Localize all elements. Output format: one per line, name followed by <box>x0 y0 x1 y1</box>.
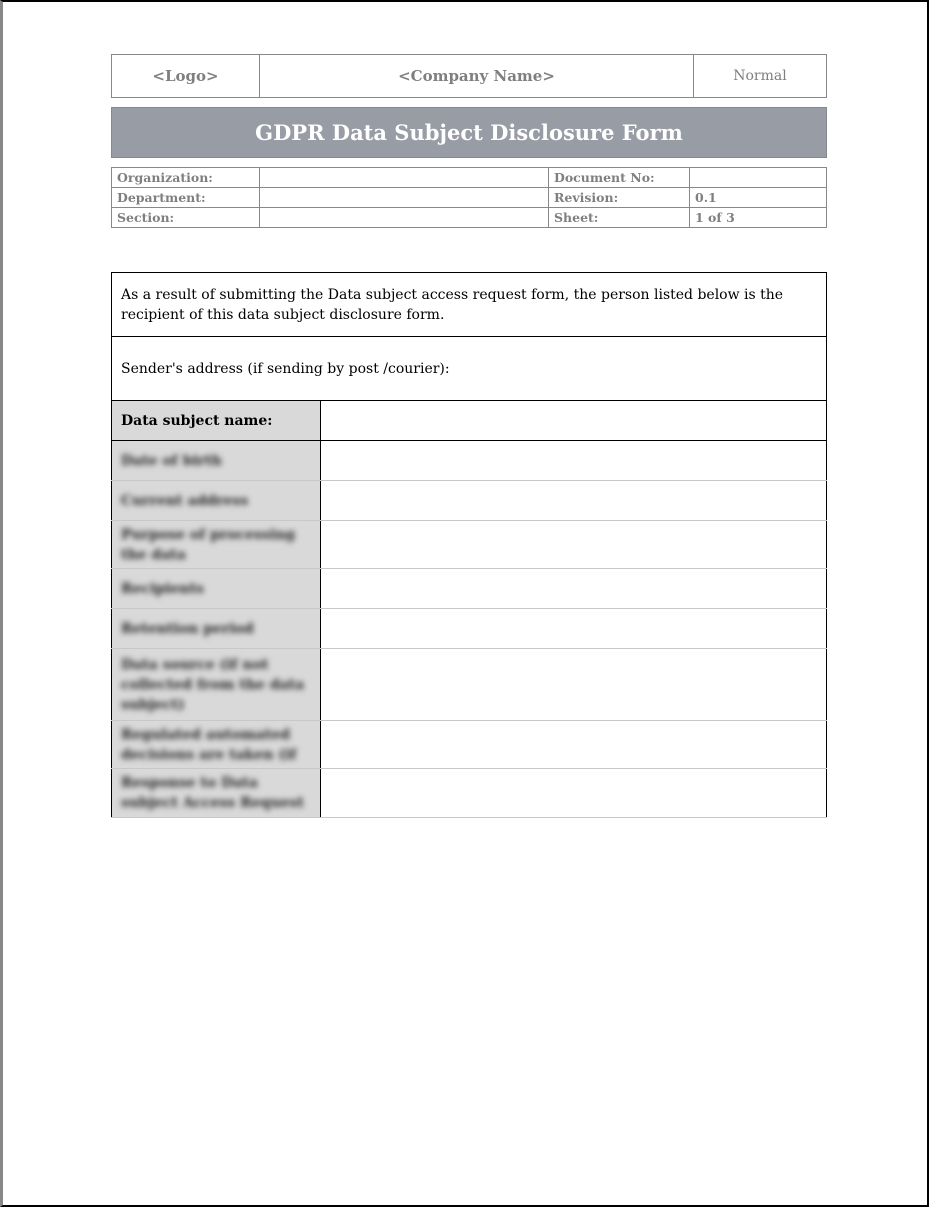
meta-label: Sheet: <box>549 208 690 228</box>
blurred-label: Regulated automated decisions are taken (if <box>121 726 297 763</box>
organization-field[interactable] <box>260 168 549 188</box>
meta-row <box>112 188 827 208</box>
data-subject-name-field[interactable] <box>321 401 827 441</box>
blurred-row <box>112 721 827 769</box>
meta-label: Document No: <box>549 168 690 188</box>
blurred-row <box>112 521 827 569</box>
company-name: <Company Name> <box>260 55 694 97</box>
blurred-label: Current address <box>121 492 249 509</box>
document-title: GDPR Data Subject Disclosure Form <box>111 107 827 158</box>
blurred-label: Retention period <box>121 620 254 637</box>
classification-label: Normal <box>733 68 787 84</box>
blurred-row <box>112 569 827 609</box>
blurred-label: Recipients <box>121 580 204 597</box>
blurred-value-field[interactable] <box>321 441 827 481</box>
blurred-label-cell <box>112 441 321 481</box>
blurred-label-cell <box>112 609 321 649</box>
document-header <box>111 54 827 98</box>
blurred-value-field[interactable] <box>321 609 827 649</box>
blurred-label-cell <box>112 649 321 721</box>
blurred-value-field[interactable] <box>321 569 827 609</box>
revision-field[interactable]: 0.1 <box>690 188 827 208</box>
blurred-value-field[interactable] <box>321 721 827 769</box>
blurred-label-cell <box>112 569 321 609</box>
intro-text: As a result of submitting the Data subject access request form, the person listed below is the recipient of this data subject disclosure form. <box>112 273 827 337</box>
blurred-label-cell <box>112 521 321 569</box>
meta-label: Department: <box>112 188 260 208</box>
blurred-label-cell <box>112 769 321 818</box>
blurred-label: Date of birth <box>121 452 222 469</box>
sender-address-row <box>112 337 827 401</box>
blurred-row <box>112 649 827 721</box>
blurred-label: Purpose of processing the data <box>121 526 296 563</box>
blurred-value-field[interactable] <box>321 481 827 521</box>
blurred-label-cell <box>112 481 321 521</box>
meta-label: Organization: <box>112 168 260 188</box>
blurred-label: Data source (if not collected from the data subject) <box>121 656 305 713</box>
sender-address-label[interactable]: Sender's address (if sending by post /courier): <box>112 337 827 401</box>
blurred-value-field[interactable] <box>321 521 827 569</box>
blurred-row <box>112 481 827 521</box>
blurred-value-field[interactable] <box>321 649 827 721</box>
disclosure-form-table <box>111 272 827 818</box>
blurred-row <box>112 769 827 818</box>
data-subject-name-row <box>112 401 827 441</box>
meta-label: Section: <box>112 208 260 228</box>
blurred-label: Response to Data subject Access Request <box>121 775 304 811</box>
meta-row <box>112 168 827 188</box>
intro-row <box>112 273 827 337</box>
section-field[interactable] <box>260 208 549 228</box>
document-meta-table <box>111 167 827 228</box>
sheet-field[interactable]: 1 of 3 <box>690 208 827 228</box>
document-no-field[interactable] <box>690 168 827 188</box>
blurred-row <box>112 609 827 649</box>
blurred-value-field[interactable] <box>321 769 827 818</box>
blurred-label-cell <box>112 721 321 769</box>
meta-label: Revision: <box>549 188 690 208</box>
meta-row <box>112 208 827 228</box>
department-field[interactable] <box>260 188 549 208</box>
data-subject-name-label: Data subject name: <box>112 401 321 441</box>
logo-placeholder: <Logo> <box>112 55 260 97</box>
blurred-row <box>112 441 827 481</box>
